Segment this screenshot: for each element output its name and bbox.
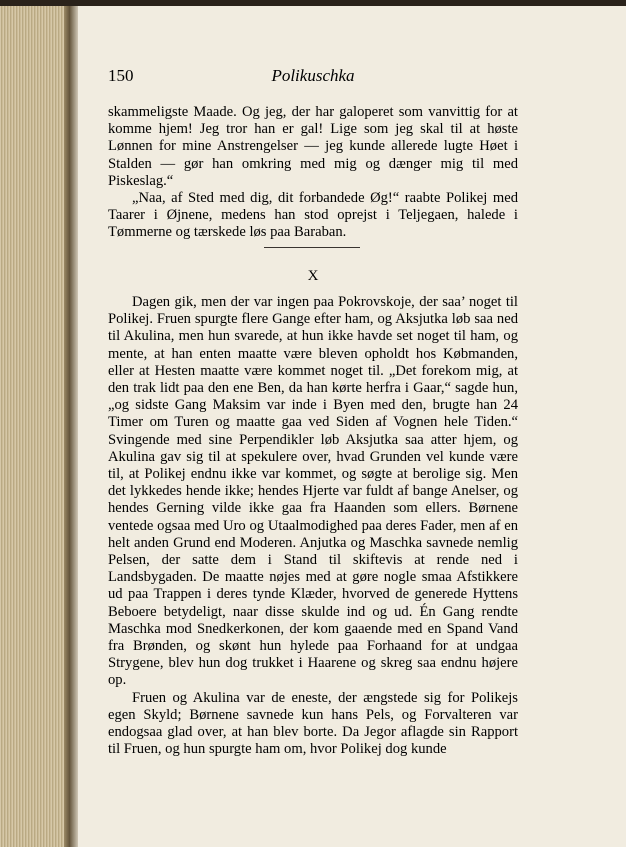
- running-head: [108, 66, 518, 90]
- section-number: X: [307, 268, 319, 284]
- paragraph: Dagen gik, men der var ingen paa Pokrovskoje, der saa’ noget til Polikej. Fruen spurgte flere Gange efter ham, og Aksjutka løb saa ned til Akulina, men hun svarede, at hun ikke havde set noget til ham, og mente, at han enten maatte være bleven opholdt hos Købmanden, eller at Hesten maatte være kommet noget til. „Det forekom mig, at den trak lidt paa den ene Ben, da han kørte herfra i Gaar,“ sagde hun, „og sidste Gang Maksim var inde i Byen med den, brugte han 24 Timer om Turen og maatte gaa ved Siden af Vognen hele Tiden.“ Svingende med sine Perpendikler løb Aksjutka saa atter hjem, og Akulina gav sig til at spekulere over, hvad Grunden vel kunde være til, at Polikej endnu ikke var kommet, og søgte at berolige sig. Men det lykkedes hende ikke; hendes Hjerte var fuldt af bange Anelser, og hendes Gerning vilde ikke gaa fra Haanden som ellers. Børnene ventede ogsaa med Uro og Utaalmodighed paa deres Fader, men af en helt anden Grund end Moderen. Anjutka og Maschka savnede nemlig Pelsen, der satte dem i Stand til skiftevis at rende ned i Landsbygaden. De maatte nøjes med at gøre nogle smaa Afstikkere ud paa Trappen i deres tynde Klæder, hvorved de generede Hyttens Beboere betydeligt, naar disse skulde ind og ud. Én Gang rendte Maschka mod Snedkerkonen, der kom gaaende med en Spand Vand fra Brønden, og skønt hun hylede paa Forhaand for at undgaa Strygene, blev hun dog trukket i Haarene og skreg saa endnu højere op.: [108, 294, 518, 689]
- section-divider-rule: [264, 247, 360, 248]
- paragraph: skammeligste Maade. Og jeg, der har galoperet som vanvittig for at komme hjem! Jeg tror han er gal! Lige som jeg skal til at høste Lønnen for mine Anstrengelser — jeg kunde allerede lugte Høet i Stalden — gør han omkring med mig og dænger mig til med Piskeslag.“: [108, 104, 518, 189]
- paragraph: „Naa, af Sted med dig, dit forbandede Øg!“ raabte Polikej med Taarer i Øjnene, medens han stod oprejst i Teljegaen, halede i Tømmerne og tærskede løs paa Baraban.: [108, 190, 518, 241]
- paragraph: Fruen og Akulina var de eneste, der ængstede sig for Polikejs egen Skyld; Børnene savnede kun hans Pels, og Forvalteren var endogsaa glad over, at han blev borte. Da Jegor aflagde sin Rapport til Fruen, og hun spurgte ham om, hvor Polikej dog kunde: [108, 689, 518, 758]
- running-title: Polikuschka: [271, 66, 355, 85]
- book-page-edges: [0, 6, 70, 847]
- text-block-after-break: [108, 294, 518, 758]
- text-block-before-break: [108, 104, 518, 242]
- page-number: 150: [108, 66, 134, 85]
